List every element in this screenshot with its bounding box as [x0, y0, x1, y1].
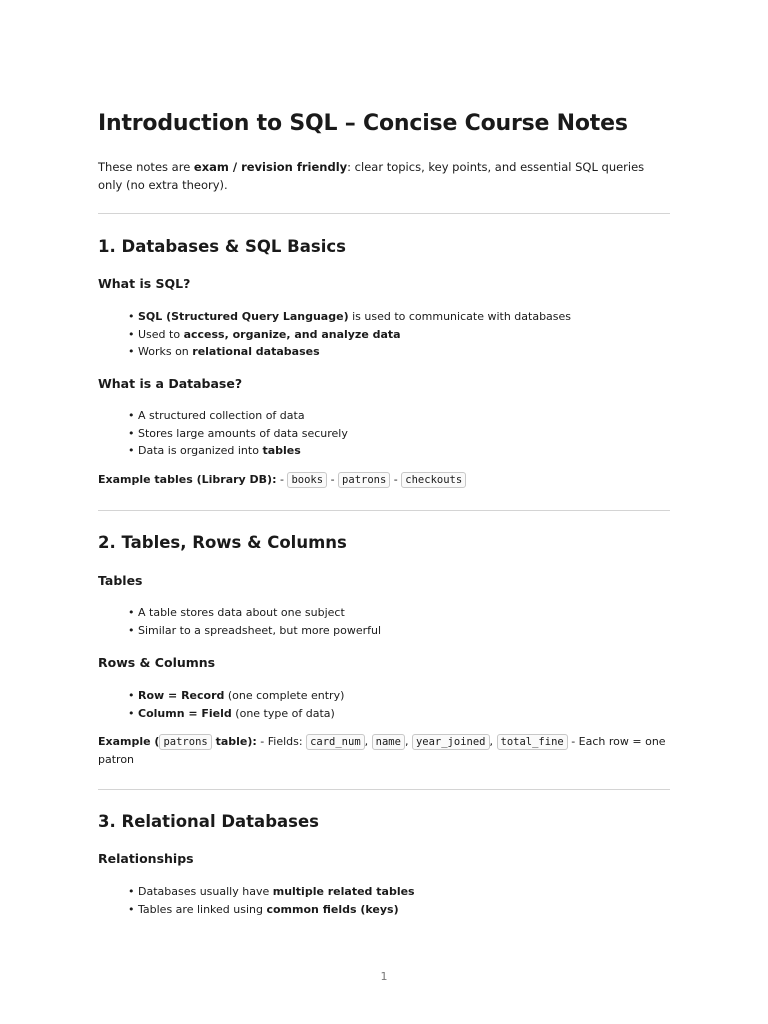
code-snippet: year_joined: [412, 734, 490, 750]
section-heading: 3. Relational Databases: [98, 812, 319, 831]
bullet-list: [128, 308, 571, 361]
bullet-list: [128, 883, 415, 918]
section-heading: 1. Databases & SQL Basics: [98, 237, 346, 256]
list-item: • Used to access, organize, and analyze data: [128, 326, 571, 344]
subsection-heading: Rows & Columns: [98, 655, 216, 670]
list-item: • Tables are linked using common fields (keys): [128, 901, 415, 919]
page-number: 1: [380, 970, 388, 983]
section-heading: 2. Tables, Rows & Columns: [98, 533, 347, 552]
list-item: • SQL (Structured Query Language) is used to communicate with databases: [128, 308, 571, 326]
list-item: • Similar to a spreadsheet, but more powerful: [128, 622, 381, 640]
code-snippet: checkouts: [401, 472, 466, 488]
list-item: • Stores large amounts of data securely: [128, 425, 348, 443]
divider: [98, 789, 670, 790]
subsection-heading: What is a Database?: [98, 376, 243, 391]
bullet-list: [128, 687, 344, 722]
bullet-list: [128, 407, 348, 460]
divider: [98, 510, 670, 511]
code-snippet: card_num: [306, 734, 365, 750]
list-item: • A structured collection of data: [128, 407, 348, 425]
subsection-heading: Tables: [98, 573, 143, 588]
subsection-heading: Relationships: [98, 851, 194, 866]
list-item: • Row = Record (one complete entry): [128, 687, 344, 705]
code-snippet: patrons: [159, 734, 211, 750]
document-title: Introduction to SQL – Concise Course Notes: [98, 111, 628, 136]
example-paragraph: Example tables (Library DB): - books - patrons - checkouts: [98, 471, 670, 489]
divider: [98, 213, 670, 214]
code-snippet: books: [287, 472, 327, 488]
subsection-heading: What is SQL?: [98, 276, 191, 291]
list-item: • Databases usually have multiple related tables: [128, 883, 415, 901]
list-item: • Data is organized into tables: [128, 442, 348, 460]
list-item: • Works on relational databases: [128, 343, 571, 361]
list-item: • A table stores data about one subject: [128, 604, 381, 622]
bullet-list: [128, 604, 381, 639]
code-snippet: total_fine: [497, 734, 568, 750]
list-item: • Column = Field (one type of data): [128, 705, 344, 723]
example-paragraph: Example ( patrons table): - Fields: card_num , name , year_joined , total_fine - Each row = one patron: [98, 735, 666, 766]
intro-paragraph: These notes are exam / revision friendly: clear topics, key points, and essential SQL queries only (no extra theory).: [98, 160, 645, 192]
code-snippet: name: [372, 734, 405, 750]
code-snippet: patrons: [338, 472, 390, 488]
